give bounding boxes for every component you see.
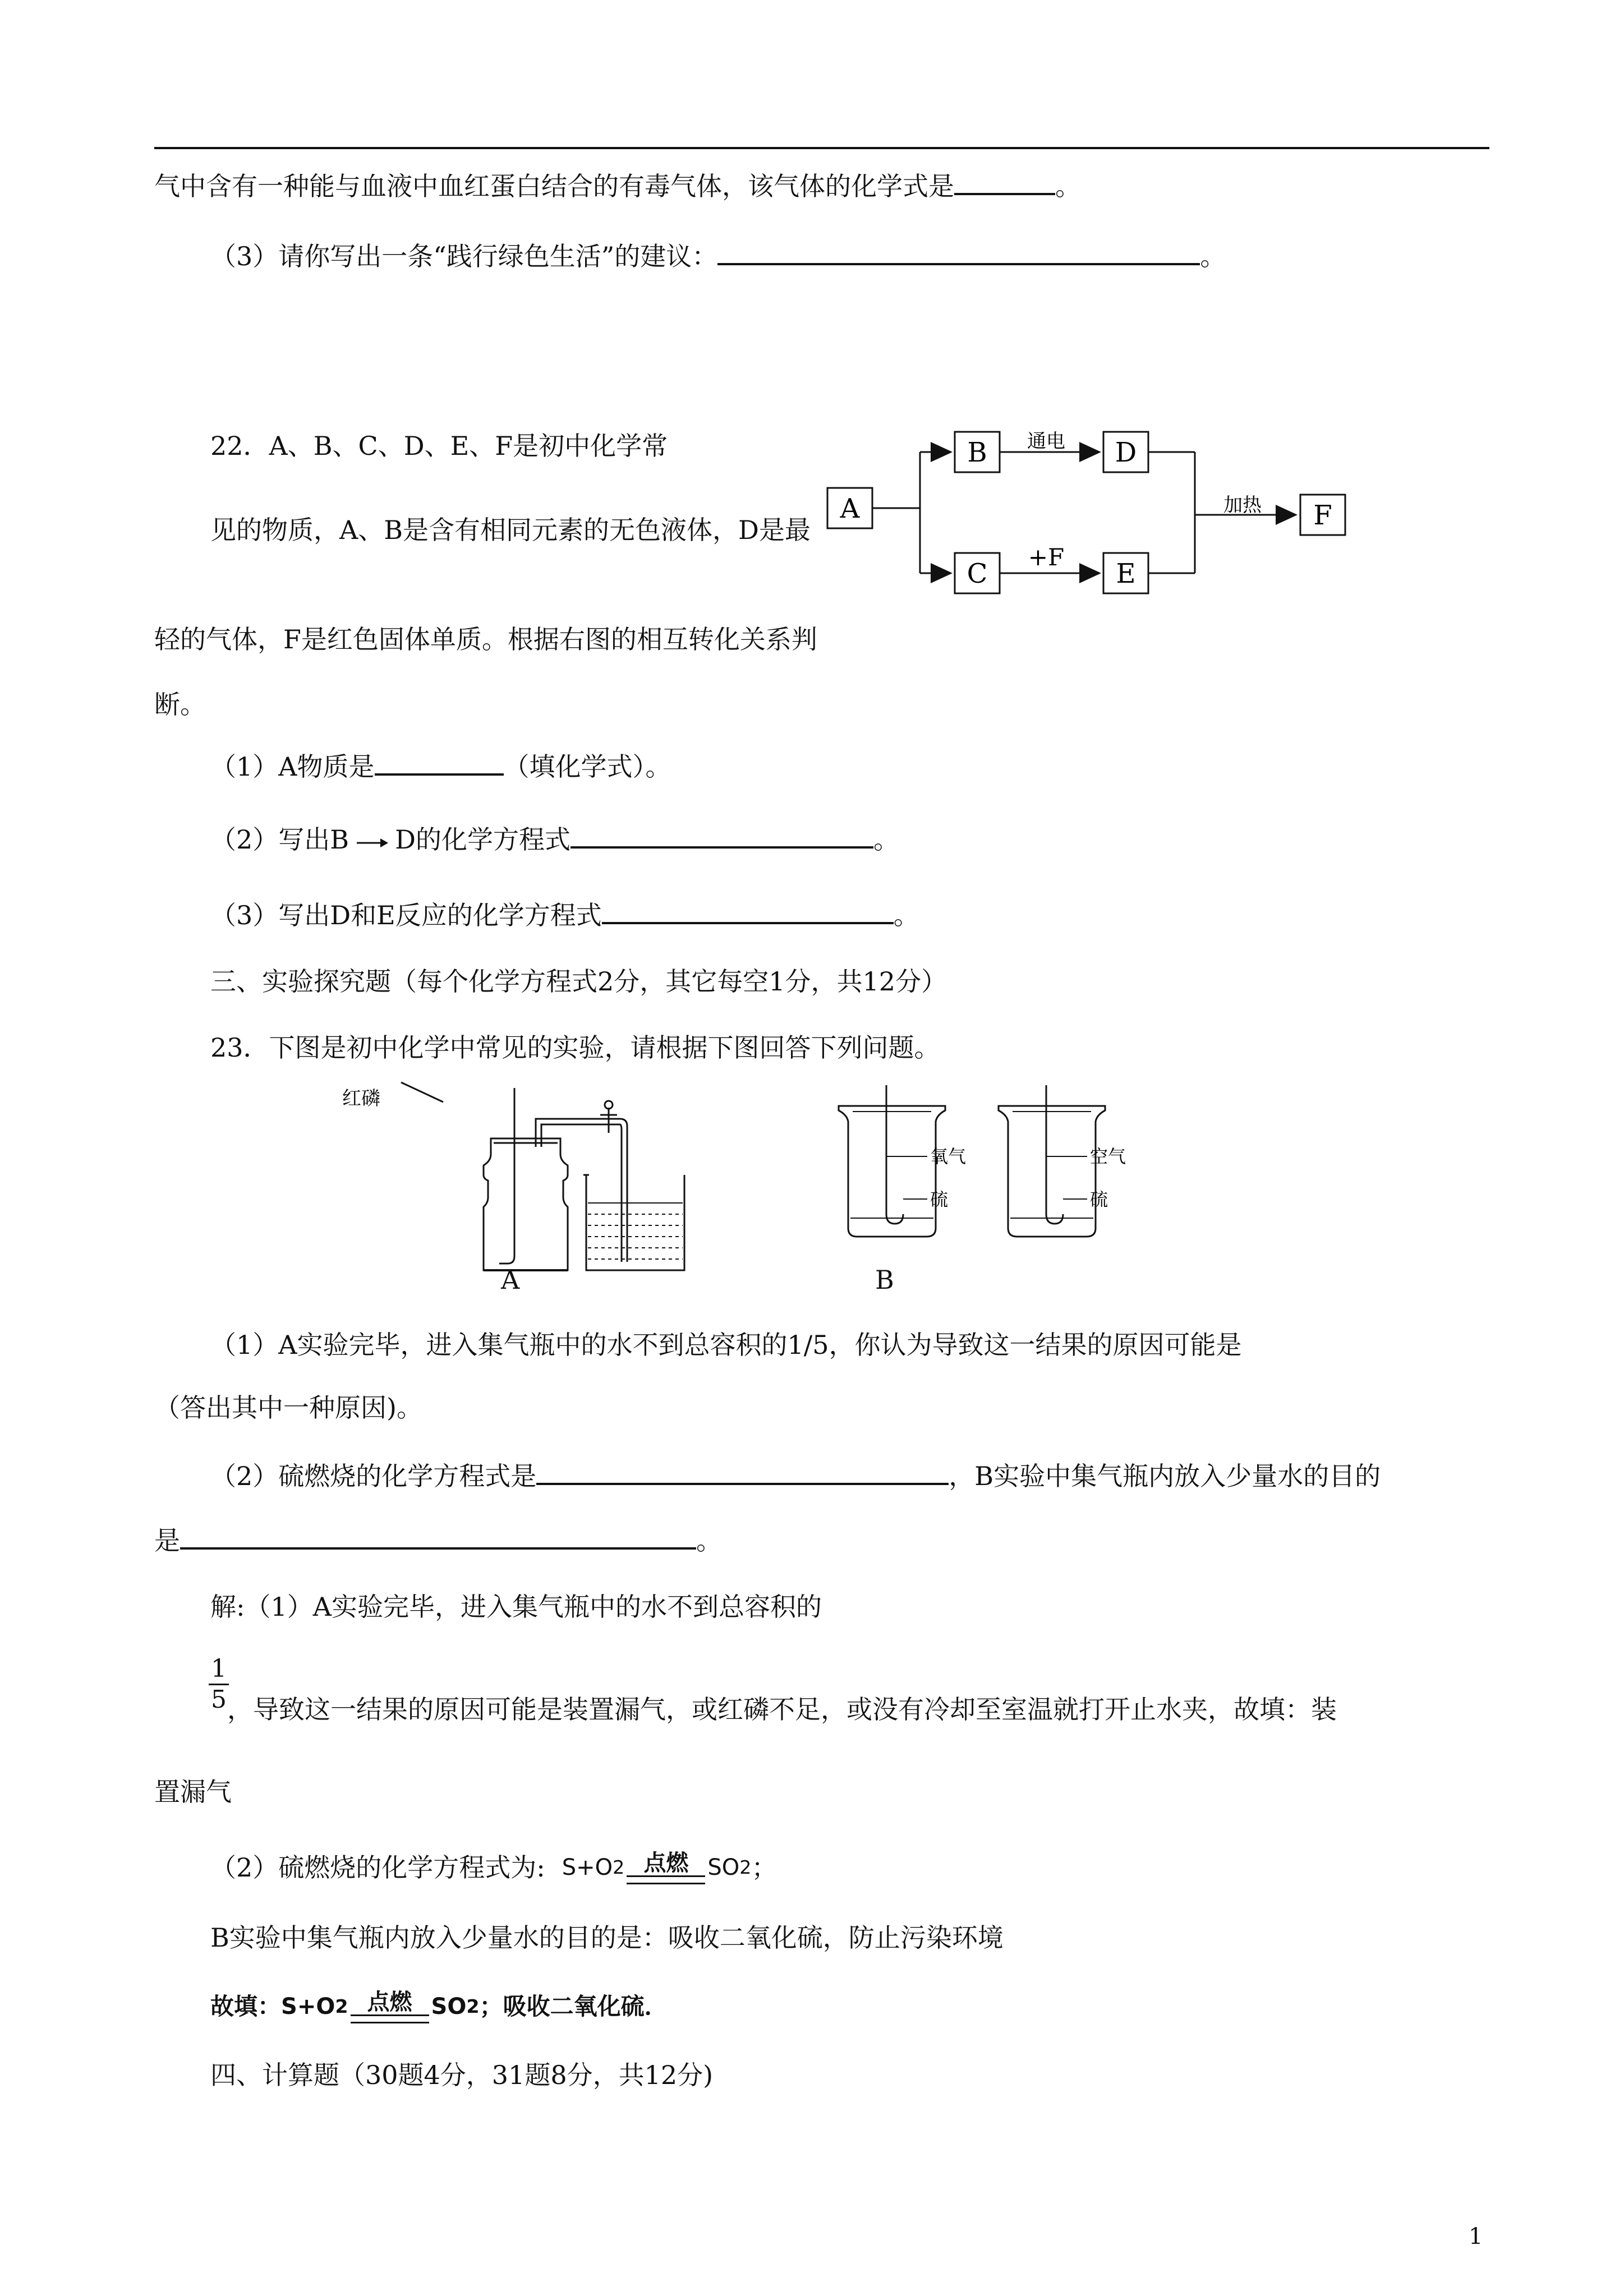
question-22-text-2: 见的物质，A、B是含有相同元素的无色液体，D是最 [210,515,811,545]
bd-condition-label: 通电 [1027,430,1065,453]
sulfur-label-1: 硫 [930,1189,949,1210]
header-rule [154,147,1489,149]
solution-line-2: ，导致这一结果的原因可能是装置漏气，或红磷不足，或没有冷却至室温就打开止水夹，故填：装 [227,1694,1337,1725]
apparatus-b-sulfur-burning [830,1077,1167,1245]
oxygen-label: 氧气 [930,1146,967,1167]
text-line-co: 气中含有一种能与血液中血红蛋白结合的有毒气体，该气体的化学式是 。 [154,168,1081,203]
answer-blank-green-life[interactable] [717,238,1200,265]
solution-line-1: 解:（1）A实验完毕，进入集气瓶中的水不到总容积的 [210,1592,822,1622]
answer-blank-sulfur-equation[interactable] [536,1458,949,1485]
question-23-1-cont: （答出其中一种原因)。 [154,1393,422,1423]
answer-blank-water-purpose[interactable] [180,1523,696,1550]
caption-b: B [875,1265,894,1295]
solution-answer-line: 故填： S+O 2 点燃 SO 2 ；吸收二氧化硫． [210,1990,668,2023]
answer-blank-de-equation[interactable] [602,897,894,924]
sulfur-label-2: 硫 [1090,1189,1108,1210]
question-22-text-4: 断。 [154,689,206,720]
question-22-text-3: 轻的气体，F是红色固体单质。根据右图的相互转化关系判 [154,624,817,654]
conversion-diagram [825,415,1358,606]
answer-blank-a[interactable] [375,749,504,776]
de-condition-label: 加热 [1223,494,1262,517]
question-23-2: （2）硫燃烧的化学方程式是 ，B实验中集气瓶内放入少量水的目的 [210,1458,1381,1493]
arrow-right-icon [352,831,392,853]
apparatus-a-red-phosphorus [337,1077,774,1301]
question-23-2-cont: 是 。 [154,1523,722,1557]
sulfur-combustion-equation-answer: S+O 2 点燃 SO 2 [281,1990,480,2023]
question-23-title: 23．下图是初中化学中常见的实验，请根据下图回答下列问题。 [210,1032,940,1063]
solution-line-5: B实验中集气瓶内放入少量水的目的是：吸收二氧化硫，防止污染环境 [210,1922,1004,1953]
question-22-2: （2）写出B D的化学方程式 。 [210,822,899,856]
section-4-heading: 四、计算题（30题4分，31题8分，共12分) [210,2060,714,2090]
caption-a: A [501,1265,520,1295]
question-22-title: 22．A、B、C、D、E、F是初中化学常 [210,431,668,461]
node-a-label: A [840,493,860,524]
question-22-3: （3）写出D和E反应的化学方程式 。 [210,897,919,932]
red-phosphorus-label: 红磷 [342,1087,380,1110]
question-23-1: （1）A实验完毕，进入集气瓶中的水不到总容积的1/5，你认为导致这一结果的原因可能是 [210,1330,1242,1360]
question-22-1: （1）A物质是 （填化学式）。 [210,749,671,783]
page-number: 1 [1469,2224,1483,2249]
node-b-label: B [967,437,987,468]
solution-line-4: （2）硫燃烧的化学方程式为: S+O 2 点燃 SO 2 ； [210,1851,777,1884]
node-e-label: E [1116,558,1136,589]
node-f-label: F [1313,500,1332,531]
sulfur-combustion-equation: S+O 2 点燃 SO 2 [562,1851,752,1884]
section-3-heading: 三、实验探究题（每个化学方程式2分，其它每空1分，共12分） [210,966,947,997]
answer-blank-co[interactable] [954,168,1055,195]
fraction-one-fifth: $\frac{1}{5}$ [209,1654,229,1714]
ce-reagent-label: +F [1028,543,1065,571]
answer-blank-bd-equation[interactable] [571,822,873,849]
node-c-label: C [967,558,988,589]
air-label: 空气 [1090,1146,1126,1167]
question-21-3: （3）请你写出一条“践行绿色生活”的建议： 。 [210,238,1226,273]
solution-line-3: 置漏气 [154,1777,232,1807]
node-d-label: D [1115,437,1137,468]
